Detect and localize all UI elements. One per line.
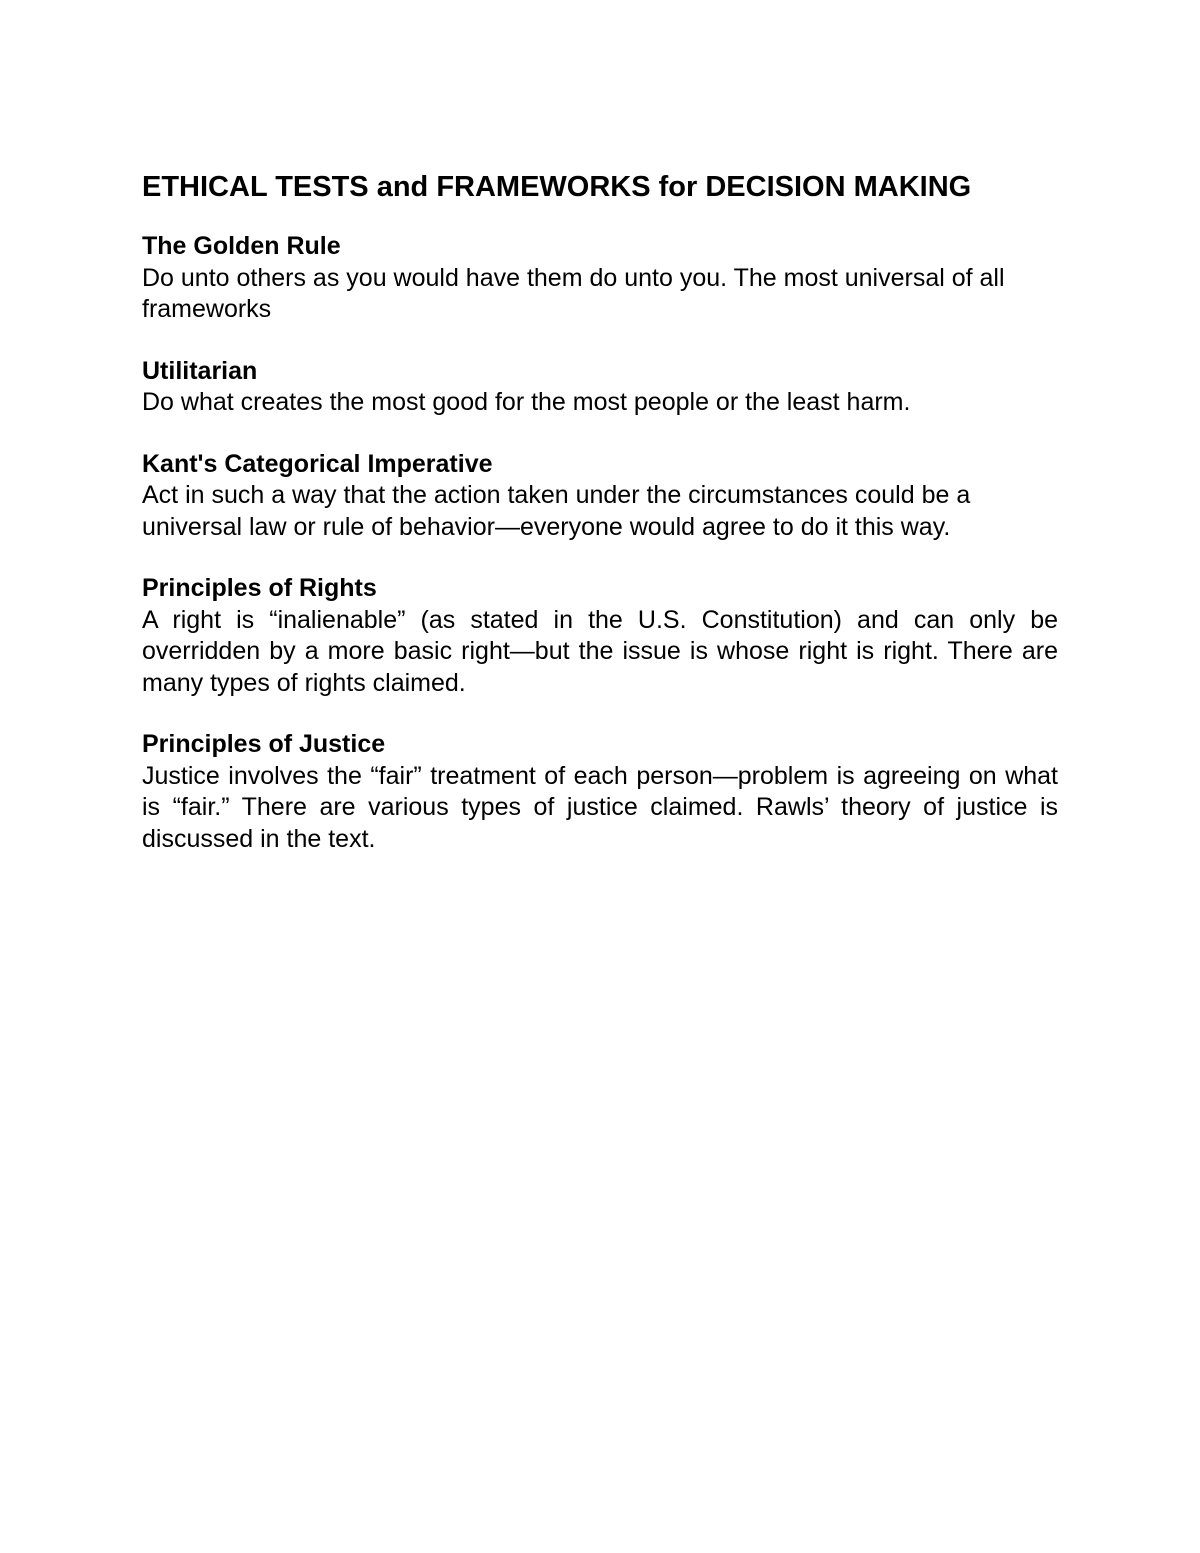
section-body: Do unto others as you would have them do unto you. The most universal of all frameworks (142, 263, 1005, 323)
section-principles-of-justice (142, 729, 1058, 855)
document-page (142, 168, 1058, 885)
section-categorical-imperative (142, 449, 1058, 544)
section-heading: Principles of Justice (142, 730, 386, 758)
page-title: ETHICAL TESTS and FRAMEWORKS for DECISION MAKING (142, 171, 972, 203)
section-heading: Kant's Categorical Imperative (142, 449, 493, 478)
section-body: Act in such a way that the action taken under the circumstances could be a universal law or rule of behavior—everyone would agree to do it this way. (142, 481, 971, 541)
section-body: A right is “inalienable” (as stated in the U.S. Constitution) and can only be overridden by a more basic right—but the issue is whose right is right. There are many types of rights claimed. (142, 605, 1058, 697)
section-heading: Utilitarian (142, 356, 258, 385)
section-heading: The Golden Rule (142, 232, 341, 260)
section-utilitarian (142, 356, 1058, 419)
section-heading: Principles of Rights (142, 574, 377, 602)
section-body: Do what creates the most good for the most people or the least harm. (142, 388, 911, 416)
section-body: Justice involves the “fair” treatment of each person—problem is agreeing on what is “fair.” There are various types of justice claimed. Rawls’ theory of justice is discussed in the text. (142, 761, 1058, 853)
section-golden-rule (142, 231, 1058, 326)
section-principles-of-rights (142, 573, 1058, 699)
